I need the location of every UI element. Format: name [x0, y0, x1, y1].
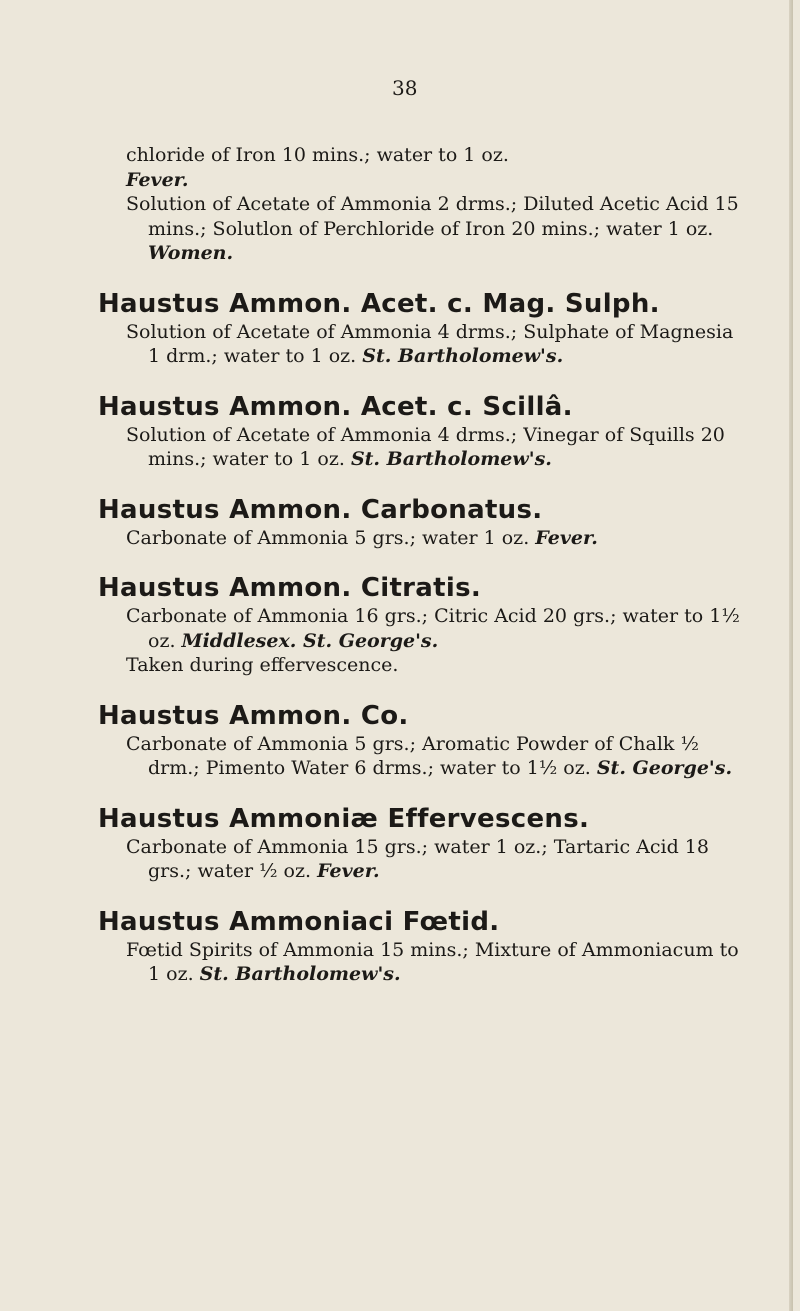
recipe-title: Haustus Ammoniæ Effervescens.	[98, 803, 590, 834]
continuation-note: Women.	[148, 242, 234, 264]
recipe-note: Fever.	[535, 526, 598, 549]
recipe-text: Fœtid Spirits of Ammonia 15 mins.; Mixture of Ammoniacum to 1 oz.	[126, 938, 739, 985]
recipe-entry	[98, 803, 750, 884]
recipe-title: Haustus Ammon. Acet. c. Mag. Sulph.	[98, 288, 660, 319]
recipe-text: Solution of Acetate of Ammonia 4 drms.; Vinegar of Squills 20 mins.; water to 1 oz.	[126, 423, 725, 470]
recipe-note: Fever.	[317, 860, 380, 882]
continuation-line: chloride of Iron 10 mins.; water to 1 oz.	[126, 144, 509, 166]
recipe-title: Haustus Ammon. Acet. c. Scillâ.	[98, 391, 573, 422]
recipe-title: Haustus Ammon. Co.	[98, 700, 409, 731]
recipe-extra: Taken during effervescence.	[126, 654, 399, 676]
recipe-text: Solution of Acetate of Ammonia 4 drms.; Sulphate of Magnesia 1 drm.; water to 1 oz.	[126, 320, 734, 367]
recipe-text: Carbonate of Ammonia 15 grs.; water 1 oz.; Tartaric Acid 18 grs.; water ½ oz.	[126, 835, 709, 882]
continuation-note: Fever.	[126, 168, 189, 191]
recipe-title: Haustus Ammon. Citratis.	[98, 573, 482, 603]
page-edge	[789, 0, 793, 1311]
recipe-note: St. Bartholomew's.	[199, 963, 401, 985]
recipe-text: Carbonate of Ammonia 5 grs.; water 1 oz.	[126, 526, 530, 549]
recipe-entry	[98, 572, 750, 678]
continuation-line: Solution of Acetate of Ammonia 2 drms.; Diluted Acetic Acid 15 mins.; Solutlon of Perchloride of Iron 20 mins.; water 1 oz.	[126, 193, 739, 240]
recipe-note: St. Bartholomew's.	[350, 448, 552, 470]
page-content	[98, 143, 750, 1009]
page-number: 38	[392, 76, 418, 100]
recipe-title: Haustus Ammoniaci Fœtid.	[98, 906, 500, 937]
recipe-entry	[98, 494, 750, 551]
recipe-title: Haustus Ammon. Carbonatus.	[98, 494, 543, 525]
recipe-entry	[98, 288, 750, 369]
recipe-note: St. George's.	[596, 757, 733, 779]
recipe-text: Carbonate of Ammonia 5 grs.; Aromatic Powder of Chalk ½ drm.; Pimento Water 6 drms.; water to 1½ oz.	[126, 732, 699, 779]
recipe-note: Middlesex. St. George's.	[181, 629, 439, 652]
recipe-entry	[98, 391, 750, 472]
recipe-note: St. Bartholomew's.	[362, 345, 564, 367]
recipe-entry	[98, 906, 750, 987]
recipe-entry	[98, 700, 750, 781]
continuation-block	[126, 143, 750, 266]
recipe-text: Carbonate of Ammonia 16 grs.; Citric Acid 20 grs.; water to 1½ oz.	[126, 605, 740, 652]
